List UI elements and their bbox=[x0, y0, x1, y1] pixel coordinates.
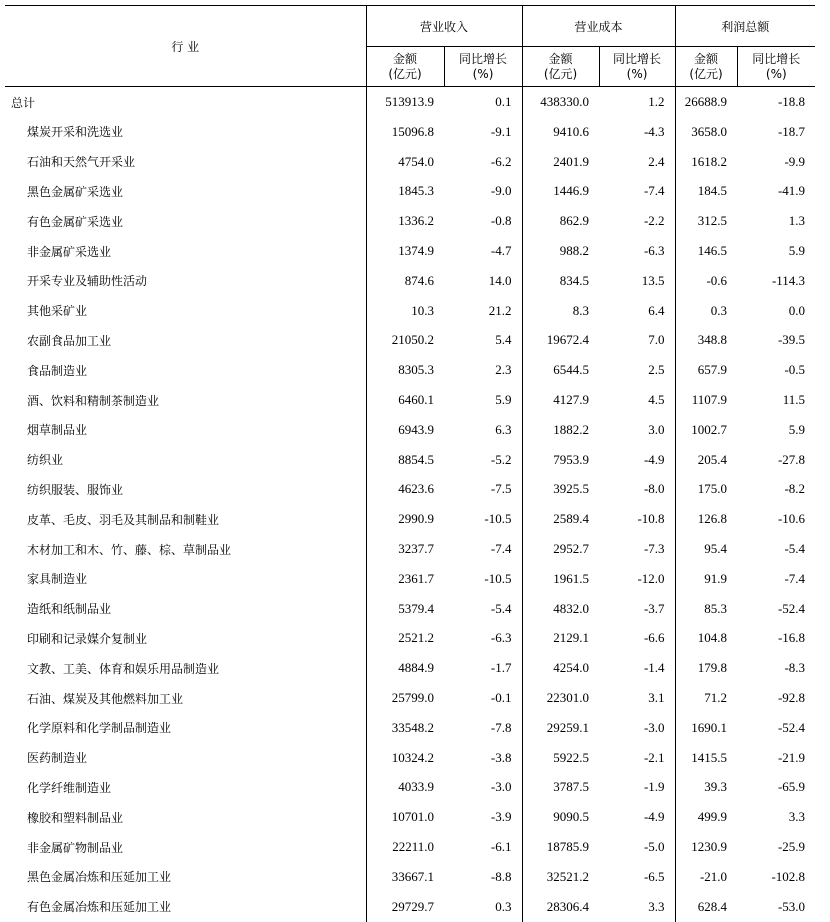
table-row bbox=[5, 534, 815, 564]
cell-cost: 988.2 bbox=[522, 236, 599, 266]
industry-name: 纺织服装、服饰业 bbox=[5, 475, 366, 505]
cell-profit-growth: -16.8 bbox=[777, 630, 806, 646]
cell-profit: 104.8 bbox=[675, 624, 737, 654]
cell-cost-growth: 3.1 bbox=[648, 690, 665, 706]
industry-name: 总计 bbox=[5, 87, 366, 118]
cell-cost-growth: -7.3 bbox=[643, 541, 665, 557]
cell-profit: 95.4 bbox=[675, 534, 737, 564]
cell-cost: 3787.5 bbox=[522, 773, 599, 803]
cell-cost-growth: -4.9 bbox=[643, 451, 665, 467]
cell-rev: 8854.5 bbox=[398, 451, 434, 467]
cell-profit: 1618.2 bbox=[675, 147, 737, 177]
table-row bbox=[5, 326, 815, 356]
cell-rev: 2361.7 bbox=[398, 570, 434, 586]
cell-profit-growth: -9.9 bbox=[784, 153, 806, 169]
cell-cost: 2589.4 bbox=[522, 504, 599, 534]
cell-rev: 4623.6 bbox=[398, 481, 434, 497]
cell-profit: 1415.5 bbox=[675, 743, 737, 773]
cell-cost-growth: -12.0 bbox=[637, 570, 665, 586]
table-row bbox=[5, 236, 815, 266]
cell-profit: 1690.1 bbox=[675, 713, 737, 743]
cell-profit: 91.9 bbox=[675, 564, 737, 594]
cell-profit: 184.5 bbox=[675, 177, 737, 207]
cell-profit: 175.0 bbox=[675, 475, 737, 505]
cell-profit-growth: -18.8 bbox=[777, 94, 806, 109]
cell-cost: 4254.0 bbox=[522, 653, 599, 683]
cell-cost-growth: 3.3 bbox=[648, 898, 665, 914]
cell-rev: 3237.7 bbox=[398, 541, 434, 557]
cell-profit-growth: 5.9 bbox=[788, 243, 806, 259]
table-row bbox=[5, 296, 815, 326]
cell-rev-growth: -4.7 bbox=[490, 243, 512, 259]
table-body bbox=[5, 87, 815, 922]
cell-cost-growth: -4.3 bbox=[643, 123, 665, 139]
table-row bbox=[5, 355, 815, 385]
cell-cost-growth: 2.4 bbox=[648, 153, 665, 169]
table-row bbox=[5, 832, 815, 862]
profit-header: 利润总额 bbox=[675, 6, 815, 47]
table-row bbox=[5, 117, 815, 147]
industry-name: 文教、工美、体育和娱乐用品制造业 bbox=[5, 653, 366, 683]
cell-profit: -21.0 bbox=[675, 862, 737, 892]
cell-profit-growth: -8.3 bbox=[784, 660, 806, 676]
industry-name: 木材加工和木、竹、藤、棕、草制品业 bbox=[5, 534, 366, 564]
cell-cost-growth: 13.5 bbox=[641, 272, 665, 288]
cell-profit: 71.2 bbox=[675, 683, 737, 713]
cell-profit-growth: 11.5 bbox=[782, 392, 806, 408]
cell-profit: 0.3 bbox=[675, 296, 737, 326]
cell-cost: 2401.9 bbox=[522, 147, 599, 177]
cell-cost-growth: -8.0 bbox=[643, 481, 665, 497]
cell-rev: 8305.3 bbox=[398, 362, 434, 378]
cell-profit-growth: -7.4 bbox=[784, 570, 806, 586]
cell-cost: 18785.9 bbox=[522, 832, 599, 862]
cell-rev-growth: -10.5 bbox=[484, 511, 512, 527]
cell-profit: 628.4 bbox=[675, 892, 737, 922]
table-row bbox=[5, 624, 815, 654]
cell-cost: 1961.5 bbox=[522, 564, 599, 594]
cell-rev: 513913.9 bbox=[385, 94, 434, 109]
cell-profit-growth: -21.9 bbox=[777, 749, 806, 765]
industry-name: 橡胶和塑料制品业 bbox=[5, 802, 366, 832]
cell-rev: 4033.9 bbox=[398, 779, 434, 795]
cell-profit-growth: -25.9 bbox=[777, 839, 806, 855]
cell-cost: 4832.0 bbox=[522, 594, 599, 624]
industry-name: 烟草制品业 bbox=[5, 415, 366, 445]
cell-cost: 1882.2 bbox=[522, 415, 599, 445]
cell-rev: 10.3 bbox=[411, 302, 434, 318]
cell-rev: 874.6 bbox=[404, 272, 434, 288]
cell-profit-growth: -5.4 bbox=[784, 541, 806, 557]
cell-profit: 657.9 bbox=[675, 355, 737, 385]
cell-cost: 19672.4 bbox=[522, 326, 599, 356]
cell-cost-growth: -10.8 bbox=[637, 511, 665, 527]
cell-profit: 85.3 bbox=[675, 594, 737, 624]
cost-amount-header: 金额 (亿元) bbox=[522, 47, 599, 87]
cell-cost: 4127.9 bbox=[522, 385, 599, 415]
table-row bbox=[5, 445, 815, 475]
table-row bbox=[5, 266, 815, 296]
cell-cost-growth: -4.9 bbox=[643, 809, 665, 825]
table-row bbox=[5, 475, 815, 505]
industry-finance-table bbox=[5, 5, 815, 922]
cost-header: 营业成本 bbox=[522, 6, 675, 47]
table-row bbox=[5, 683, 815, 713]
cell-rev-growth: 0.3 bbox=[495, 898, 512, 914]
cell-cost: 6544.5 bbox=[522, 355, 599, 385]
cell-cost: 3925.5 bbox=[522, 475, 599, 505]
cell-profit-growth: -52.4 bbox=[777, 600, 806, 616]
cell-cost: 5922.5 bbox=[522, 743, 599, 773]
cell-profit: 179.8 bbox=[675, 653, 737, 683]
cell-cost-growth: -2.1 bbox=[643, 749, 665, 765]
cell-cost-growth: 2.5 bbox=[648, 362, 665, 378]
cell-cost: 862.9 bbox=[522, 206, 599, 236]
industry-name: 有色金属冶炼和压延加工业 bbox=[5, 892, 366, 922]
cell-rev: 21050.2 bbox=[391, 332, 434, 348]
cost-growth-header: 同比增长 (%) bbox=[599, 47, 675, 87]
cell-rev: 33548.2 bbox=[391, 719, 434, 735]
cell-cost-growth: -1.9 bbox=[643, 779, 665, 795]
cell-rev-growth: -7.5 bbox=[490, 481, 512, 497]
cell-profit: 312.5 bbox=[675, 206, 737, 236]
cell-rev-growth: -3.0 bbox=[490, 779, 512, 795]
table-row bbox=[5, 862, 815, 892]
table-row bbox=[5, 206, 815, 236]
industry-name: 其他采矿业 bbox=[5, 296, 366, 326]
industry-name: 有色金属矿采选业 bbox=[5, 206, 366, 236]
cell-cost-growth: 1.2 bbox=[648, 94, 665, 109]
cell-cost: 7953.9 bbox=[522, 445, 599, 475]
cell-cost: 9090.5 bbox=[522, 802, 599, 832]
industry-name: 化学纤维制造业 bbox=[5, 773, 366, 803]
table-row bbox=[5, 653, 815, 683]
cell-profit-growth: 1.3 bbox=[788, 213, 806, 229]
cell-rev: 22211.0 bbox=[392, 839, 434, 855]
cell-rev-growth: -6.2 bbox=[490, 153, 512, 169]
cell-profit: 39.3 bbox=[675, 773, 737, 803]
cell-rev: 33667.1 bbox=[391, 868, 434, 884]
cell-cost-growth: -6.5 bbox=[643, 868, 665, 884]
industry-name: 黑色金属冶炼和压延加工业 bbox=[5, 862, 366, 892]
industry-name: 造纸和纸制品业 bbox=[5, 594, 366, 624]
cell-rev-growth: 0.1 bbox=[495, 94, 512, 109]
cell-profit-growth: -53.0 bbox=[777, 898, 806, 914]
cell-cost: 8.3 bbox=[522, 296, 599, 326]
revenue-amount-header: 金额 (亿元) bbox=[366, 47, 444, 87]
industry-name: 酒、饮料和精制茶制造业 bbox=[5, 385, 366, 415]
cell-rev-growth: -5.4 bbox=[490, 600, 512, 616]
cell-profit: 499.9 bbox=[675, 802, 737, 832]
cell-profit: 3658.0 bbox=[675, 117, 737, 147]
industry-name: 黑色金属矿采选业 bbox=[5, 177, 366, 207]
cell-profit-growth: -18.7 bbox=[777, 123, 806, 139]
cell-rev: 10324.2 bbox=[391, 749, 434, 765]
cell-profit-growth: -52.4 bbox=[777, 719, 806, 735]
cell-cost: 438330.0 bbox=[522, 87, 599, 118]
cell-cost: 2129.1 bbox=[522, 624, 599, 654]
table-row bbox=[5, 713, 815, 743]
cell-rev-growth: -5.2 bbox=[490, 451, 512, 467]
cell-rev-growth: -10.5 bbox=[484, 570, 512, 586]
cell-rev: 1336.2 bbox=[398, 213, 434, 229]
industry-name: 家具制造业 bbox=[5, 564, 366, 594]
cell-rev-growth: 6.3 bbox=[495, 421, 512, 437]
cell-cost-growth: -3.7 bbox=[643, 600, 665, 616]
cell-profit: 1107.9 bbox=[675, 385, 737, 415]
cell-rev-growth: -9.0 bbox=[490, 183, 512, 199]
cell-profit-growth: -10.6 bbox=[777, 511, 806, 527]
cell-cost: 2952.7 bbox=[522, 534, 599, 564]
cell-rev: 15096.8 bbox=[391, 123, 434, 139]
cell-cost: 834.5 bbox=[522, 266, 599, 296]
revenue-growth-header: 同比增长 (%) bbox=[444, 47, 522, 87]
cell-rev-growth: -0.8 bbox=[490, 213, 512, 229]
industry-name: 纺织业 bbox=[5, 445, 366, 475]
table-row bbox=[5, 147, 815, 177]
cell-rev-growth: 5.4 bbox=[495, 332, 512, 348]
cell-rev: 10701.0 bbox=[391, 809, 434, 825]
cell-rev-growth: -7.8 bbox=[490, 719, 512, 735]
cell-rev: 1374.9 bbox=[398, 243, 434, 259]
industry-name: 非金属矿物制品业 bbox=[5, 832, 366, 862]
cell-rev: 6460.1 bbox=[398, 392, 434, 408]
cell-cost: 22301.0 bbox=[522, 683, 599, 713]
table-row bbox=[5, 892, 815, 922]
cell-profit-growth: -39.5 bbox=[777, 332, 806, 348]
cell-rev-growth: -9.1 bbox=[490, 123, 512, 139]
cell-rev: 5379.4 bbox=[398, 600, 434, 616]
table-row bbox=[5, 594, 815, 624]
cell-rev-growth: -3.8 bbox=[490, 749, 512, 765]
cell-profit: 146.5 bbox=[675, 236, 737, 266]
cell-rev: 4884.9 bbox=[398, 660, 434, 676]
table-row bbox=[5, 177, 815, 207]
cell-cost: 9410.6 bbox=[522, 117, 599, 147]
cell-rev-growth: -6.1 bbox=[490, 839, 512, 855]
cell-cost-growth: -7.4 bbox=[643, 183, 665, 199]
cell-profit-growth: -8.2 bbox=[784, 481, 806, 497]
industry-name: 煤炭开采和洗选业 bbox=[5, 117, 366, 147]
cell-rev: 6943.9 bbox=[398, 421, 434, 437]
profit-growth-header: 同比增长 (%) bbox=[737, 47, 815, 87]
table-row bbox=[5, 743, 815, 773]
cell-rev: 2990.9 bbox=[398, 511, 434, 527]
cell-profit-growth: -65.9 bbox=[777, 779, 806, 795]
cell-cost-growth: -6.6 bbox=[643, 630, 665, 646]
industry-name: 非金属矿采选业 bbox=[5, 236, 366, 266]
cell-profit: 1230.9 bbox=[675, 832, 737, 862]
cell-cost: 1446.9 bbox=[522, 177, 599, 207]
cell-rev-growth: -8.8 bbox=[490, 868, 512, 884]
cell-profit: 26688.9 bbox=[675, 87, 737, 118]
profit-amount-header: 金额 (亿元) bbox=[675, 47, 737, 87]
cell-profit: 1002.7 bbox=[675, 415, 737, 445]
industry-name: 印刷和记录媒介复制业 bbox=[5, 624, 366, 654]
cell-rev-growth: 5.9 bbox=[495, 392, 512, 408]
cell-rev: 4754.0 bbox=[398, 153, 434, 169]
table-row bbox=[5, 415, 815, 445]
cell-rev: 29729.7 bbox=[391, 898, 434, 914]
cell-cost-growth: 6.4 bbox=[648, 302, 665, 318]
cell-cost-growth: -3.0 bbox=[643, 719, 665, 735]
industry-name: 石油、煤炭及其他燃料加工业 bbox=[5, 683, 366, 713]
industry-name: 医药制造业 bbox=[5, 743, 366, 773]
cell-profit-growth: -114.3 bbox=[771, 272, 806, 288]
cell-profit-growth: 3.3 bbox=[788, 809, 806, 825]
cell-cost-growth: -2.2 bbox=[643, 213, 665, 229]
cell-rev-growth: 2.3 bbox=[495, 362, 512, 378]
cell-rev-growth: -6.3 bbox=[490, 630, 512, 646]
cell-profit-growth: 5.9 bbox=[788, 421, 806, 437]
industry-header: 行 业 bbox=[5, 6, 366, 87]
cell-rev-growth: -7.4 bbox=[490, 541, 512, 557]
cell-rev: 2521.2 bbox=[398, 630, 434, 646]
industry-name: 开采专业及辅助性活动 bbox=[5, 266, 366, 296]
industry-name: 化学原料和化学制品制造业 bbox=[5, 713, 366, 743]
cell-profit-growth: -0.5 bbox=[784, 362, 806, 378]
industry-name: 皮革、毛皮、羽毛及其制品和制鞋业 bbox=[5, 504, 366, 534]
cell-profit-growth: -102.8 bbox=[771, 868, 806, 884]
cell-profit-growth: 0.0 bbox=[788, 302, 806, 318]
table-row bbox=[5, 802, 815, 832]
cell-profit-growth: -92.8 bbox=[777, 690, 806, 706]
cell-cost-growth: 7.0 bbox=[648, 332, 665, 348]
industry-name: 石油和天然气开采业 bbox=[5, 147, 366, 177]
cell-rev-growth: 21.2 bbox=[488, 302, 512, 318]
cell-cost-growth: -1.4 bbox=[643, 660, 665, 676]
cell-cost: 28306.4 bbox=[522, 892, 599, 922]
cell-rev-growth: 14.0 bbox=[488, 272, 512, 288]
cell-rev-growth: -0.1 bbox=[490, 690, 512, 706]
cell-profit: 348.8 bbox=[675, 326, 737, 356]
cell-cost-growth: 4.5 bbox=[648, 392, 665, 408]
cell-rev-growth: -1.7 bbox=[490, 660, 512, 676]
cell-profit-growth: -27.8 bbox=[777, 451, 806, 467]
industry-name: 食品制造业 bbox=[5, 355, 366, 385]
cell-cost: 32521.2 bbox=[522, 862, 599, 892]
cell-profit: -0.6 bbox=[675, 266, 737, 296]
table-row bbox=[5, 504, 815, 534]
cell-rev-growth: -3.9 bbox=[490, 809, 512, 825]
table-row bbox=[5, 773, 815, 803]
cell-cost-growth: -6.3 bbox=[643, 243, 665, 259]
cell-cost-growth: -5.0 bbox=[643, 839, 665, 855]
cell-profit: 126.8 bbox=[675, 504, 737, 534]
cell-cost-growth: 3.0 bbox=[648, 421, 665, 437]
cell-cost: 29259.1 bbox=[522, 713, 599, 743]
industry-name: 农副食品加工业 bbox=[5, 326, 366, 356]
cell-profit: 205.4 bbox=[675, 445, 737, 475]
table-row bbox=[5, 87, 815, 118]
cell-profit-growth: -41.9 bbox=[777, 183, 806, 199]
table-row bbox=[5, 385, 815, 415]
revenue-header: 营业收入 bbox=[366, 6, 522, 47]
table-row bbox=[5, 564, 815, 594]
cell-rev: 1845.3 bbox=[398, 183, 434, 199]
cell-rev: 25799.0 bbox=[391, 690, 434, 706]
